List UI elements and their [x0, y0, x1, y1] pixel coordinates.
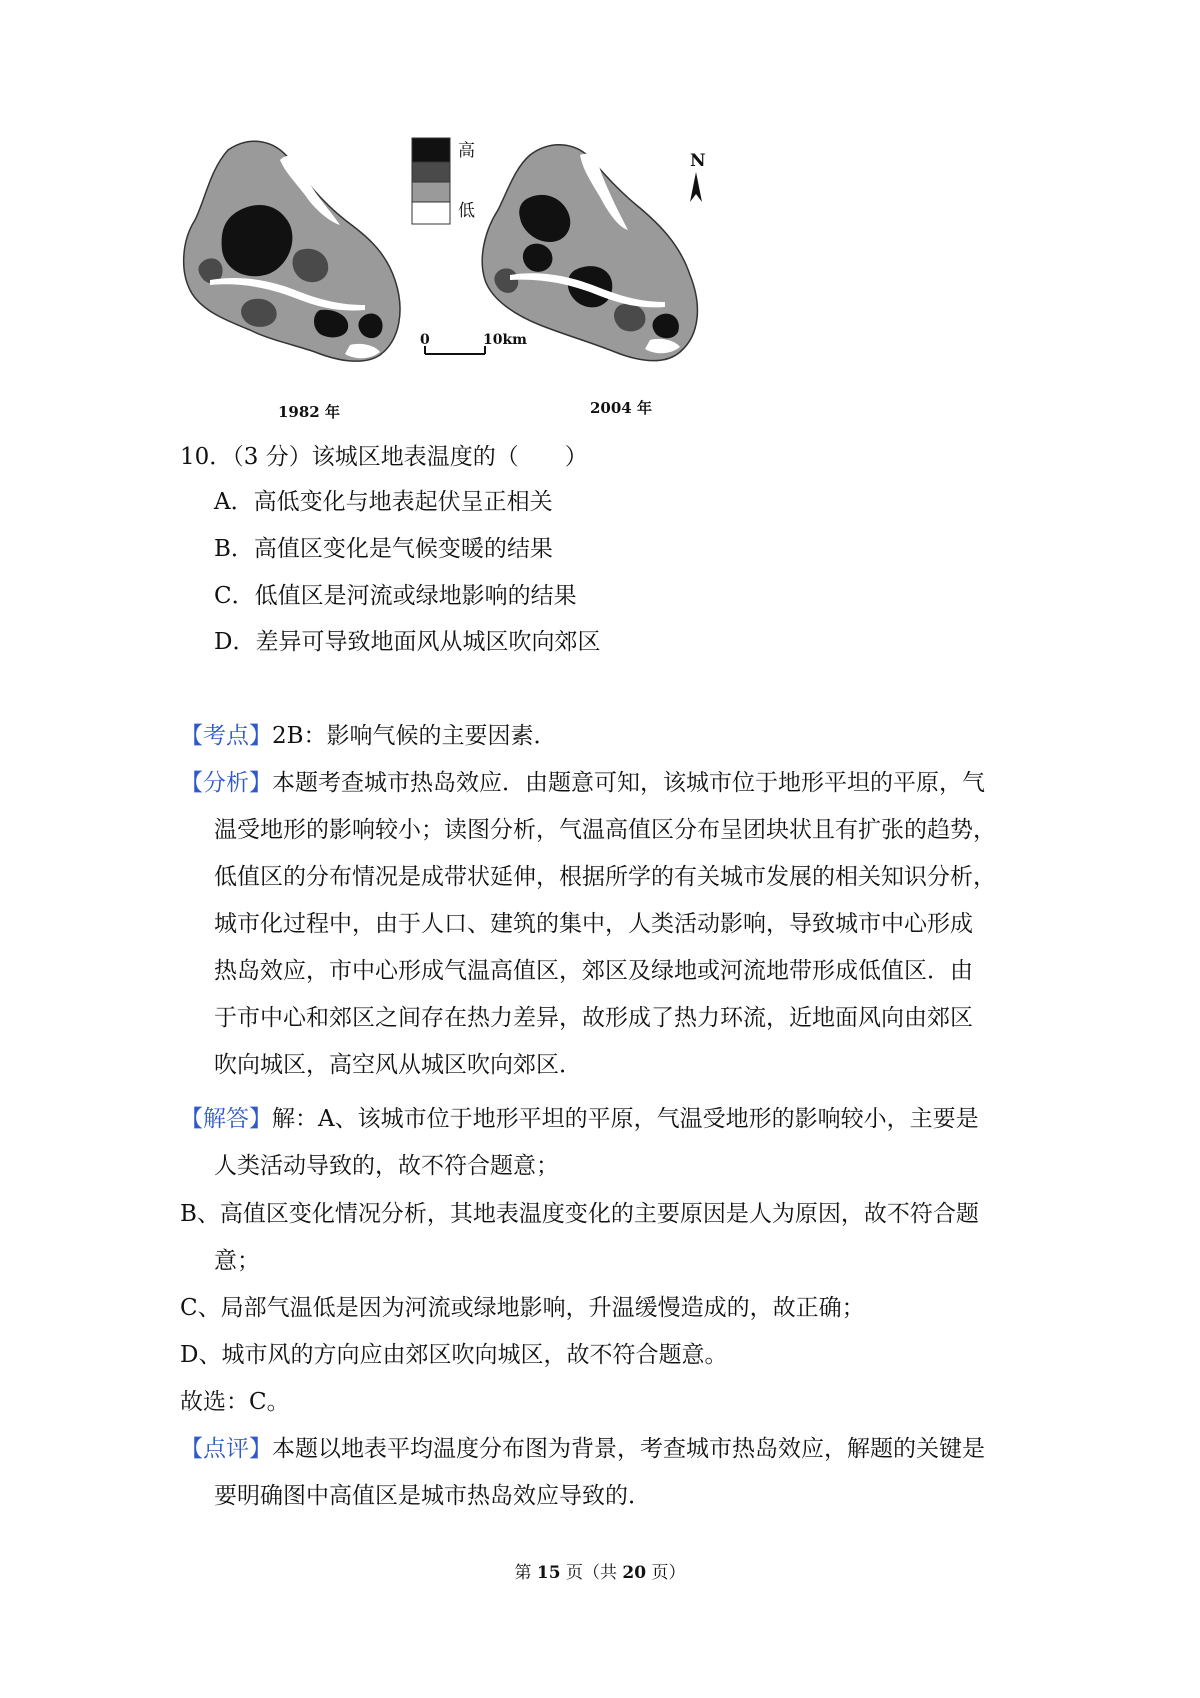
scale-bar	[420, 332, 527, 354]
jieda-tag: 【解答】	[180, 1106, 272, 1132]
fenxi-line-3: 低值区的分布情况是成带状延伸，根据所学的有关城市发展的相关知识分析，	[214, 864, 996, 890]
scale-zero: 0	[420, 332, 430, 348]
page-footer	[0, 1558, 1200, 1583]
fenxi-line-5: 热岛效应，市中心形成气温高值区，郊区及绿地或河流地带形成低值区．由	[214, 958, 973, 984]
jieda-line-1	[180, 1104, 979, 1134]
fenxi-line-1	[180, 768, 985, 798]
scale-end: 10km	[483, 332, 527, 348]
jieda-line-2: 人类活动导致的，故不符合题意；	[214, 1153, 559, 1179]
question-stem: 10．（3 分）该城区地表温度的（ ）	[180, 444, 588, 470]
dianping-tag: 【点评】	[180, 1436, 272, 1462]
option-a: A．高低变化与地表起伏呈正相关	[214, 489, 553, 515]
footer-middle: 页（共	[560, 1563, 623, 1583]
dianping-line-1	[180, 1434, 985, 1464]
dianping-text-1: 本题以地表平均温度分布图为背景，考查城市热岛效应，解题的关键是	[272, 1436, 985, 1462]
dianping-line-2: 要明确图中高值区是城市热岛效应导致的．	[214, 1483, 651, 1509]
option-d: D．差异可导致地面风从城区吹向郊区	[214, 629, 601, 655]
map-2004	[482, 145, 697, 361]
fenxi-line-4: 城市化过程中，由于人口、建筑的集中，人类活动影响，导致城市中心形成	[214, 911, 973, 937]
option-b: B．高值区变化是气候变暖的结果	[214, 536, 553, 562]
jieda-line-6: D、城市风的方向应由郊区吹向城区，故不符合题意。	[180, 1342, 728, 1368]
kaodian-line	[180, 721, 557, 751]
fenxi-line-7: 吹向城区，高空风从城区吹向郊区．	[214, 1052, 582, 1078]
fenxi-line-2: 温受地形的影响较小；读图分析，气温高值区分布呈团块状且有扩张的趋势，	[214, 817, 996, 843]
jieda-line-5: C、局部气温低是因为河流或绿地影响，升温缓慢造成的，故正确；	[180, 1295, 865, 1321]
footer-suffix: 页）	[646, 1563, 686, 1583]
maps-svg	[180, 130, 820, 430]
footer-total-pages: 20	[622, 1563, 647, 1583]
jieda-text-1: 解：A、该城市位于地形平坦的平原，气温受地形的影响较小，主要是	[272, 1106, 979, 1132]
jieda-line-3: B、高值区变化情况分析，其地表温度变化的主要原因是人为原因，故不符合题	[180, 1201, 979, 1227]
legend-high-label: 高	[458, 141, 475, 161]
jieda-line-7: 故选：C。	[180, 1389, 290, 1415]
north-arrow-icon	[690, 151, 706, 202]
fenxi-text-1: 本题考查城市热岛效应．由题意可知，该城市位于地形平坦的平原，气	[272, 770, 985, 796]
map-2004-label: 2004 年	[590, 399, 652, 417]
legend-low-label: 低	[458, 201, 475, 221]
footer-prefix: 第	[514, 1563, 537, 1583]
legend	[412, 138, 475, 224]
map-1982-label: 1982 年	[278, 403, 340, 421]
north-label: N	[690, 151, 706, 171]
footer-page-number: 15	[536, 1563, 561, 1583]
kaodian-tag: 【考点】	[180, 723, 272, 749]
fenxi-tag: 【分析】	[180, 770, 272, 796]
map-1982	[184, 141, 400, 361]
option-c: C．低值区是河流或绿地影响的结果	[214, 583, 577, 609]
temperature-maps-figure	[180, 130, 820, 430]
fenxi-line-6: 于市中心和郊区之间存在热力差异，故形成了热力环流，近地面风向由郊区	[214, 1005, 973, 1031]
jieda-line-4: 意；	[214, 1248, 260, 1274]
kaodian-text: 2B：影响气候的主要因素．	[272, 723, 557, 749]
